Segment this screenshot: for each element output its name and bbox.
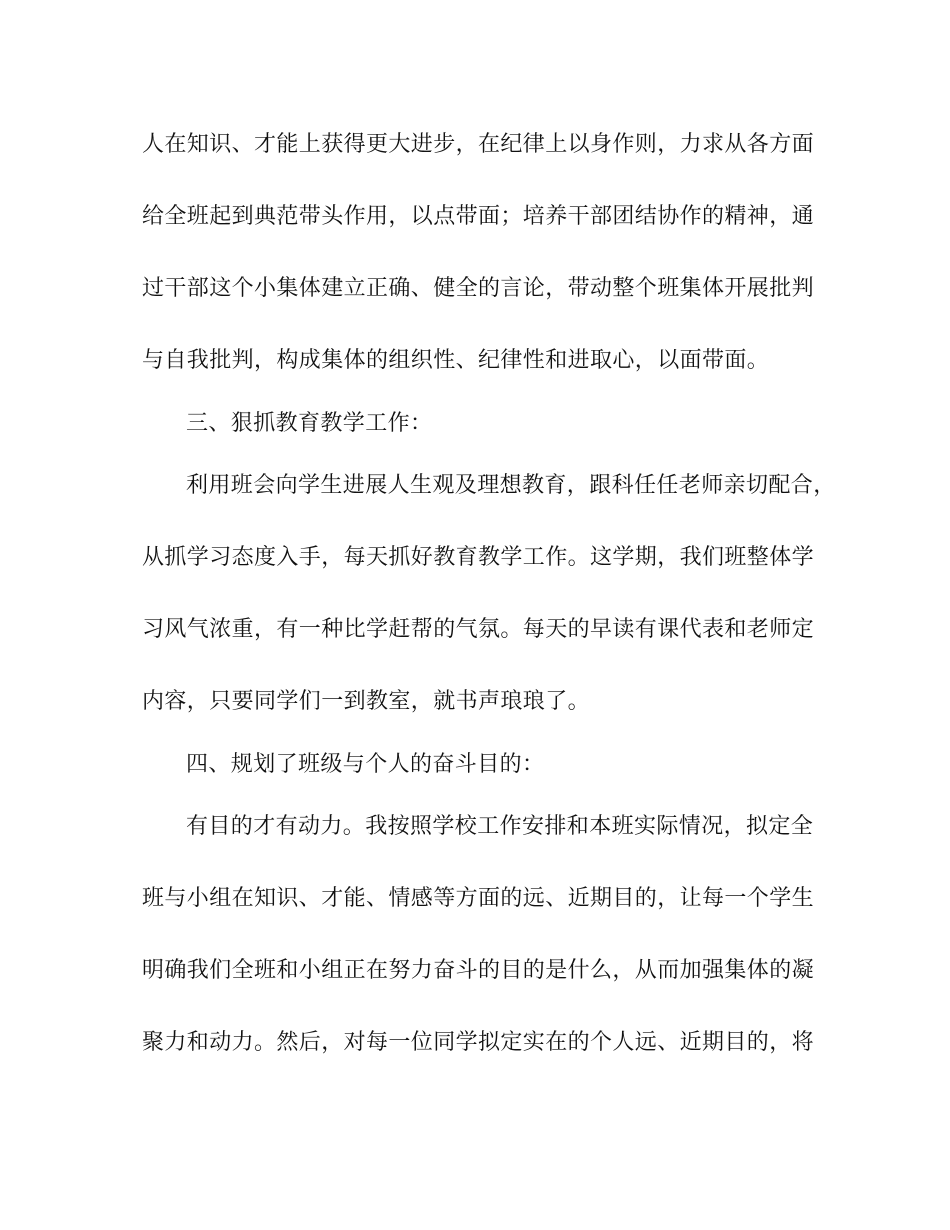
paragraph-line: 过干部这个小集体建立正确、健全的言论，带动整个班集体开展批判 [142,276,815,301]
paragraph-line: 有目的才有动力。我按照学校工作安排和本班实际情况，拟定全 [186,814,814,839]
paragraph-line: 明确我们全班和小组正在努力奋斗的目的是什么，从而加强集体的凝 [142,958,815,983]
paragraph-line: 人在知识、才能上获得更大进步，在纪律上以身作则，力求从各方面 [142,132,815,157]
paragraph-line: 班与小组在知识、才能、情感等方面的远、近期目的，让每一个学生 [142,886,815,911]
section-heading: 三、狠抓教育教学工作： [186,411,433,436]
paragraph-line: 与自我批判，构成集体的组织性、纪律性和进取心，以面带面。 [142,348,770,373]
paragraph-line: 给全班起到典范带头作用，以点带面；培养干部团结协作的精神，通 [142,204,815,229]
paragraph-line: 内容，只要同学们一到教室，就书声琅琅了。 [142,689,591,714]
paragraph-line: 聚力和动力。然后，对每一位同学拟定实在的个人远、近期目的，将 [142,1030,815,1055]
paragraph-line: 从抓学习态度入手，每天抓好教育教学工作。这学期，我们班整体学 [142,545,815,570]
paragraph-line: 习风气浓重，有一种比学赶帮的气氛。每天的早读有课代表和老师定 [142,617,815,642]
paragraph-line: 利用班会向学生进展人生观及理想教育，跟科任任老师亲切配合， [186,473,836,498]
section-heading: 四、规划了班级与个人的奋斗目的： [186,752,545,777]
